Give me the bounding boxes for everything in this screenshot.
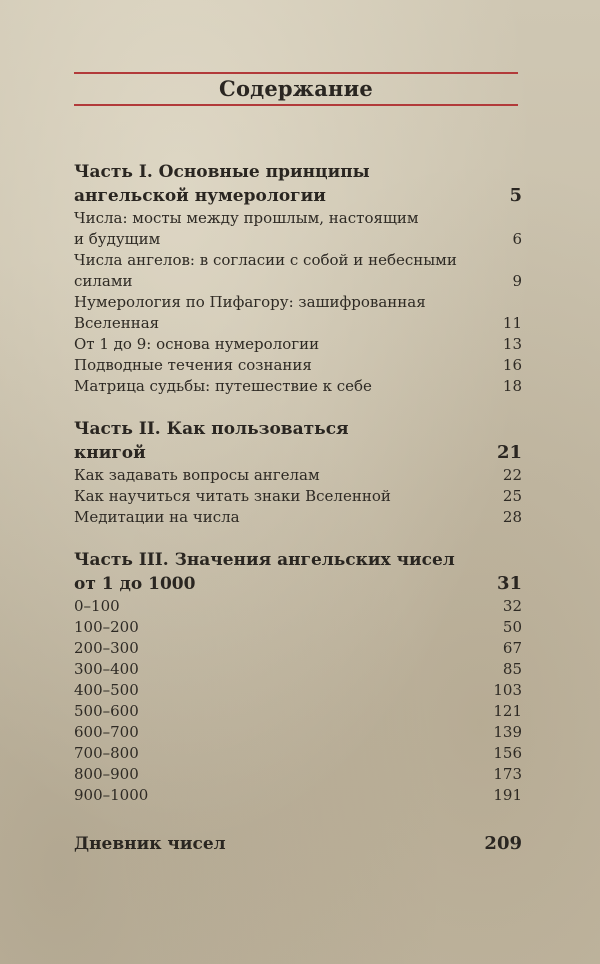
toc-entry bbox=[74, 743, 522, 764]
toc-entry bbox=[74, 596, 522, 617]
entry-text: Числа ангелов: в согласии с собой и небесными bbox=[74, 251, 457, 269]
toc-entry bbox=[74, 617, 522, 638]
entry-text: Нумерология по Пифагору: зашифрованная bbox=[74, 293, 426, 311]
page-title: Содержание bbox=[219, 76, 373, 101]
toc-entry bbox=[74, 229, 522, 250]
toc-part-2 bbox=[74, 417, 522, 528]
entry-page-number: 22 bbox=[502, 466, 522, 484]
part-title-text: Часть III. Значения ангельских чисел bbox=[74, 550, 455, 570]
part-title-line bbox=[74, 441, 522, 465]
part-page-number: 31 bbox=[496, 573, 522, 594]
entry-text: Вселенная bbox=[74, 314, 160, 332]
entry-page-number: 85 bbox=[502, 660, 522, 678]
part-title-text: ангельской нумерологии bbox=[74, 186, 326, 206]
entry-text: 900–1000 bbox=[74, 786, 149, 804]
toc-entry bbox=[74, 785, 522, 806]
entry-page-number: 103 bbox=[493, 681, 522, 699]
toc-entry bbox=[74, 208, 522, 229]
part-title-line bbox=[74, 184, 522, 208]
part-title-line bbox=[74, 572, 522, 596]
part-title-text: Часть II. Как пользоваться bbox=[74, 419, 349, 439]
toc-entry bbox=[74, 376, 522, 397]
toc-entry bbox=[74, 465, 522, 486]
toc-entry bbox=[74, 250, 522, 271]
entry-text: 600–700 bbox=[74, 723, 139, 741]
toc-entry bbox=[74, 722, 522, 743]
entry-text: 100–200 bbox=[74, 618, 139, 636]
entry-text: Как научиться читать знаки Вселенной bbox=[74, 487, 391, 505]
entry-text: Числа: мосты между прошлым, настоящим bbox=[74, 209, 419, 227]
entry-text: 400–500 bbox=[74, 681, 139, 699]
final-title-text: Дневник чисел bbox=[74, 834, 226, 854]
entry-page-number: 32 bbox=[502, 597, 522, 615]
entry-text: 700–800 bbox=[74, 744, 139, 762]
final-page-number: 209 bbox=[484, 833, 522, 854]
toc-entry bbox=[74, 701, 522, 722]
entry-page-number: 191 bbox=[493, 786, 522, 804]
entry-text: 500–600 bbox=[74, 702, 139, 720]
toc-entry bbox=[74, 486, 522, 507]
part-page-number: 5 bbox=[509, 185, 522, 206]
entry-text: Матрица судьбы: путешествие к себе bbox=[74, 377, 372, 395]
entry-text: 0–100 bbox=[74, 597, 120, 615]
entry-page-number: 156 bbox=[493, 744, 522, 762]
entry-text: От 1 до 9: основа нумерологии bbox=[74, 335, 320, 353]
toc-entry bbox=[74, 334, 522, 355]
final-title-line bbox=[74, 832, 522, 856]
entry-page-number: 139 bbox=[493, 723, 522, 741]
entry-text: 800–900 bbox=[74, 765, 139, 783]
toc-entry bbox=[74, 764, 522, 785]
toc-part-1 bbox=[74, 160, 522, 397]
entry-text: 200–300 bbox=[74, 639, 139, 657]
entry-text: 300–400 bbox=[74, 660, 139, 678]
entry-page-number: 18 bbox=[502, 377, 522, 395]
toc-entry bbox=[74, 313, 522, 334]
entry-page-number: 28 bbox=[502, 508, 522, 526]
entry-page-number: 121 bbox=[493, 702, 522, 720]
entry-page-number: 50 bbox=[502, 618, 522, 636]
entry-page-number: 173 bbox=[493, 765, 522, 783]
entry-text: силами bbox=[74, 272, 133, 290]
part-title-text: от 1 до 1000 bbox=[74, 574, 196, 594]
entry-text: Подводные течения сознания bbox=[74, 356, 312, 374]
toc-entry bbox=[74, 355, 522, 376]
part-title-text: книгой bbox=[74, 443, 146, 463]
part-title-line bbox=[74, 160, 522, 184]
entry-page-number: 13 bbox=[502, 335, 522, 353]
part-title-text: Часть I. Основные принципы bbox=[74, 162, 370, 182]
entry-page-number: 25 bbox=[502, 487, 522, 505]
entry-page-number: 11 bbox=[502, 314, 522, 332]
entry-page-number: 67 bbox=[502, 639, 522, 657]
part-page-number: 21 bbox=[496, 442, 522, 463]
toc-final bbox=[74, 832, 522, 856]
toc-part-3 bbox=[74, 548, 522, 806]
toc-entry bbox=[74, 507, 522, 528]
entry-page-number: 6 bbox=[512, 230, 522, 248]
table-of-contents bbox=[74, 160, 522, 856]
toc-entry bbox=[74, 659, 522, 680]
part-title-line bbox=[74, 548, 522, 572]
part-title-line bbox=[74, 417, 522, 441]
title-rule-bottom bbox=[74, 104, 518, 106]
entry-text: и будущим bbox=[74, 230, 161, 248]
toc-entry bbox=[74, 292, 522, 313]
entry-text: Медитации на числа bbox=[74, 508, 240, 526]
toc-entry bbox=[74, 271, 522, 292]
entry-page-number: 9 bbox=[512, 272, 522, 290]
toc-entry bbox=[74, 638, 522, 659]
entry-text: Как задавать вопросы ангелам bbox=[74, 466, 320, 484]
toc-entry bbox=[74, 680, 522, 701]
entry-page-number: 16 bbox=[502, 356, 522, 374]
